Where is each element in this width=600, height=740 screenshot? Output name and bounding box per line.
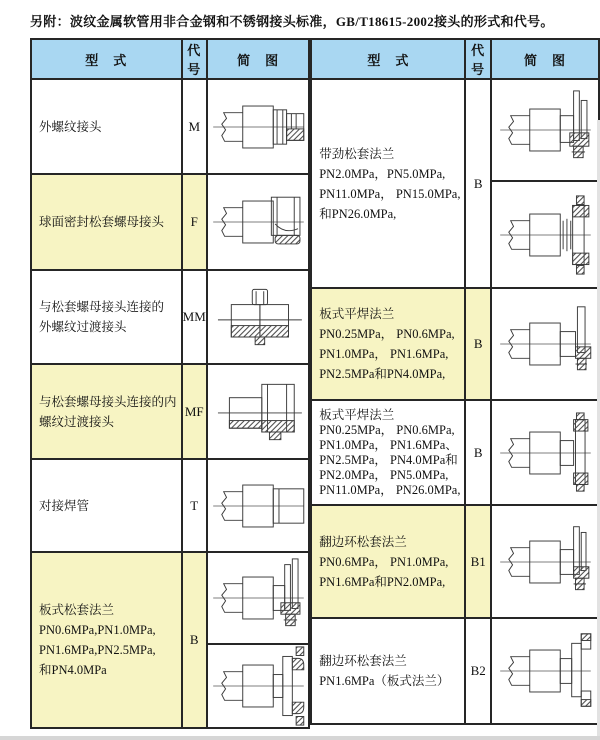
- type-line: 和PN4.0MPa: [39, 663, 107, 677]
- type-line: PN2.0MPa， PN5.0MPa,: [319, 467, 449, 482]
- fitting-type-cell: [311, 79, 465, 288]
- fitting-type-cell: [311, 505, 465, 618]
- type-line: 翻边环松套法兰: [319, 534, 407, 549]
- header-diagram-cell: 简 图: [207, 39, 309, 79]
- fitting-diagram-svg: [208, 371, 308, 453]
- table-row: [311, 505, 599, 618]
- table-row: [311, 618, 599, 724]
- fittings-table-right: [310, 38, 600, 725]
- fitting-type-cell: [31, 270, 182, 364]
- type-line: 与松套螺母接头连接的内: [39, 394, 177, 409]
- type-line: PN0.6MPa， PN1.0MPa,: [319, 554, 449, 569]
- type-line: PN2.0MPa，PN5.0MPa,: [319, 166, 446, 181]
- header-code-cell: 代号: [465, 39, 490, 79]
- code-cell: T: [182, 459, 207, 552]
- fitting-diagram-svg: [495, 521, 595, 603]
- code-cell: B: [465, 288, 490, 400]
- type-line: PN2.5MPa和PN4.0MPa,: [319, 367, 446, 381]
- type-line: 与松套螺母接头连接的: [39, 300, 165, 314]
- fitting-diagram-svg: [208, 276, 308, 358]
- code-cell: B2: [465, 618, 490, 724]
- diagram-cell: [491, 618, 599, 724]
- type-line: 外螺纹过渡接头: [39, 320, 127, 334]
- code-cell: MM: [182, 270, 207, 364]
- type-line: PN0.6MPa,PN1.0MPa,: [39, 623, 156, 637]
- fitting-diagram-svg: [208, 465, 308, 547]
- fitting-diagram-svg: [495, 630, 595, 712]
- fitting-diagram-svg: [208, 645, 308, 727]
- code-cell: F: [182, 174, 207, 270]
- code-cell: M: [182, 79, 207, 174]
- diagram-cell: [491, 288, 599, 400]
- table-row: [31, 552, 309, 644]
- diagram-cell: [491, 79, 599, 181]
- diagram-cell: [207, 644, 309, 728]
- type-line: 和PN26.0MPa,: [319, 206, 397, 221]
- code-cell: MF: [182, 364, 207, 459]
- type-line: PN11.0MPa， PN15.0MPa,: [319, 186, 461, 201]
- code-cell: B1: [465, 505, 490, 618]
- type-line: 球面密封松套螺母接头: [39, 215, 165, 229]
- type-line: PN1.0MPa， PN1.6MPa,: [319, 347, 449, 361]
- table-row: [31, 364, 309, 459]
- diagram-cell: [207, 79, 309, 174]
- fittings-table: [30, 38, 600, 729]
- fitting-type-cell: [31, 364, 182, 459]
- fitting-diagram-svg: [495, 303, 595, 385]
- fitting-type-cell: [311, 288, 465, 400]
- fitting-diagram-svg: [208, 557, 308, 639]
- type-line: PN11.0MPa， PN26.0MPa,: [319, 482, 461, 497]
- table-row: [311, 400, 599, 505]
- header-diagram-cell: 简 图: [491, 39, 599, 79]
- table-row: [31, 270, 309, 364]
- type-line: 外螺纹接头: [39, 119, 102, 134]
- fitting-diagram-svg: [495, 412, 595, 494]
- diagram-cell: [207, 270, 309, 364]
- table-row: [311, 288, 599, 400]
- fitting-type-cell: [31, 79, 182, 174]
- table-row: [311, 79, 599, 181]
- fitting-diagram-svg: [495, 194, 595, 276]
- type-line: PN0.25MPa， PN0.6MPa,: [319, 422, 455, 437]
- diagram-cell: [491, 505, 599, 618]
- type-line: PN1.6MPa,PN2.5MPa,: [39, 643, 156, 657]
- fitting-type-cell: [311, 618, 465, 724]
- diagram-cell: [491, 400, 599, 505]
- type-line: 螺纹过渡接头: [39, 414, 115, 429]
- diagram-cell: [207, 174, 309, 270]
- type-line: PN1.6MPa（板式法兰）: [319, 674, 450, 688]
- diagram-cell: [207, 364, 309, 459]
- table-row: [31, 79, 309, 174]
- type-line: 板式松套法兰: [39, 603, 115, 617]
- page-title: 另附：波纹金属软管用非合金钢和不锈钢接头标准，GB/T18615-2002接头的形式和代号。: [30, 14, 554, 29]
- type-line: PN1.0MPa， PN1.6MPa、: [319, 437, 458, 452]
- header-type-cell: 型 式: [311, 39, 465, 79]
- fitting-diagram-svg: [495, 89, 595, 171]
- type-line: PN2.5MPa， PN4.0MPa和: [319, 452, 458, 467]
- code-cell: B: [465, 400, 490, 505]
- code-cell: B: [465, 79, 490, 288]
- diagram-cell: [491, 181, 599, 288]
- diagram-cell: [207, 459, 309, 552]
- header-type-cell: 型 式: [31, 39, 182, 79]
- table-row: [31, 459, 309, 552]
- type-line: PN0.25MPa， PN0.6MPa,: [319, 327, 455, 341]
- type-line: 对接焊管: [39, 498, 90, 513]
- code-cell: B: [182, 552, 207, 728]
- fitting-type-cell: [31, 459, 182, 552]
- type-line: 带劲松套法兰: [319, 146, 395, 161]
- diagram-cell: [207, 552, 309, 644]
- fittings-table-left: [30, 38, 310, 729]
- fitting-diagram-svg: [208, 86, 308, 168]
- scan-edge-bottom: [0, 736, 600, 740]
- fitting-type-cell: [311, 400, 465, 505]
- header-row: [31, 39, 309, 79]
- fitting-diagram-svg: [208, 181, 308, 263]
- type-line: 板式平焊法兰: [319, 307, 395, 321]
- header-row: [311, 39, 599, 79]
- fitting-type-cell: [31, 174, 182, 270]
- fitting-type-cell: [31, 552, 182, 728]
- type-line: 板式平焊法兰: [319, 407, 395, 422]
- type-line: 翻边环松套法兰: [319, 654, 407, 668]
- header-code-cell: 代号: [182, 39, 207, 79]
- table-row: [31, 174, 309, 270]
- type-line: PN1.6MPa和PN2.0MPa,: [319, 574, 446, 589]
